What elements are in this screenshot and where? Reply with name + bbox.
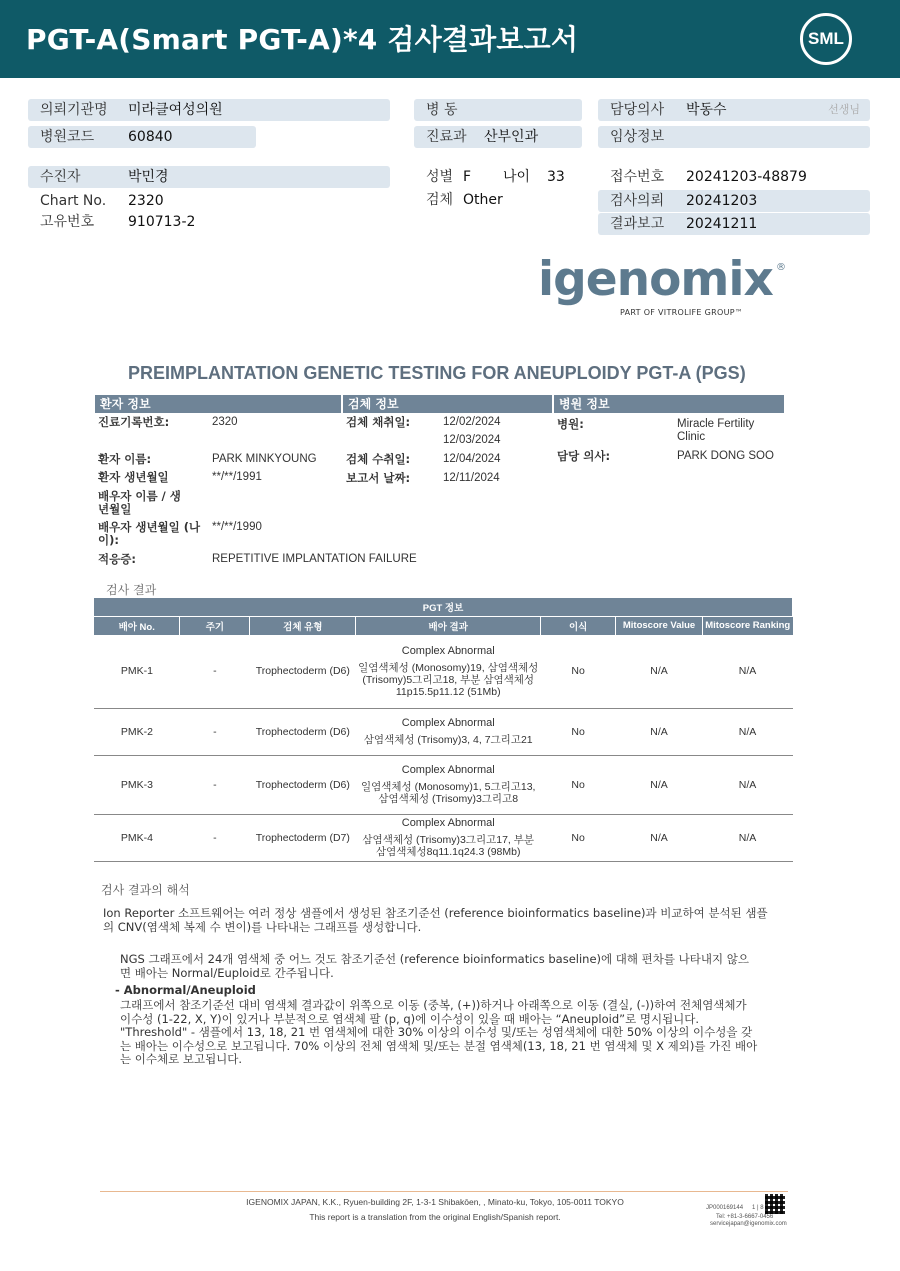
- clinical-row: [598, 126, 870, 148]
- patient-name-label: 환자 이름:: [98, 452, 152, 466]
- igenomix-logo: [538, 252, 788, 322]
- patient-value: 박민경: [128, 169, 169, 185]
- hospital-label: 병원:: [557, 417, 584, 431]
- igenomix-registered-mark: ®: [776, 262, 786, 273]
- embryo-id: PMK-2: [94, 708, 180, 755]
- clinical-label: 임상정보: [610, 129, 665, 145]
- interpretation-p3-heading: - Abnormal/Aneuploid: [115, 983, 256, 997]
- doctor-row: [598, 99, 870, 121]
- sml-logo-text: SML: [808, 29, 844, 48]
- embryo-id: PMK-4: [94, 814, 180, 861]
- col-transfer: 이식: [541, 616, 616, 635]
- report-date-row: [598, 213, 870, 235]
- chart-row: [28, 190, 390, 212]
- interpretation-title: 검사 결과의 해석: [101, 883, 190, 897]
- result-heading: Complex Abnormal: [401, 717, 495, 729]
- department-row: [414, 126, 582, 148]
- footer-divider: [100, 1191, 788, 1192]
- pgt-results-table: [94, 598, 793, 862]
- doc-code: JP000169144: [706, 1205, 744, 1211]
- igenomix-wordmark: igenomix: [538, 252, 773, 307]
- report-title-korean: PGT-A(Smart PGT-A)*4 검사결과보고서: [26, 23, 579, 56]
- patient-info-header: 환자 정보: [95, 395, 341, 413]
- cycle: -: [180, 708, 250, 755]
- receipt-value: 20241203-48879: [686, 169, 807, 185]
- sex-value: F: [463, 169, 472, 185]
- collection-label: 검체 채취일:: [346, 415, 411, 429]
- cycle: -: [180, 755, 250, 814]
- request-value: 20241203: [686, 193, 758, 209]
- specimen-value: Other: [463, 192, 503, 208]
- footer-email: servicejapan@igenomix.com: [710, 1221, 787, 1227]
- col-cycle: 주기: [180, 616, 250, 635]
- transfer: No: [541, 814, 616, 861]
- mitoscore-value: N/A: [616, 814, 703, 861]
- transfer: No: [541, 755, 616, 814]
- mitoscore-ranking: N/A: [703, 708, 793, 755]
- hospital-info-header: 병원 정보: [554, 395, 784, 413]
- result-detail: 삼염색체성 (Trisomy)3, 4, 7그리고21: [363, 734, 533, 746]
- transfer: No: [541, 708, 616, 755]
- report-date-value: 20241211: [686, 216, 758, 232]
- chart-label: Chart No.: [40, 193, 107, 209]
- mitoscore-ranking: N/A: [703, 635, 793, 708]
- sample-type: Trophectoderm (D6): [250, 635, 356, 708]
- received-value: 12/04/2024: [443, 453, 501, 465]
- interpretation-p3: 그래프에서 참조기준선 대비 염색체 결과값이 위쪽으로 이동 (중복, (+))하거나 아래쪽으로 이동 (결실, (-))하여 전체염색체가 이수성 (1-22, X, Y)이 있거나 부분적으로 염색체 팔 (p, q)에 이수성이 있을 때 배아는 “Aneuploid”로 명시됩니다. "Threshold" - 샘플에서 13, 18, 21 번 염색체에 대한 30% 이상의 이수성 및/또는 성염색체에 대한 50% 이상의 이수성을 갖는 배아는 이수성으로 보고됩니다. 70% 이상의 전체 염색체 및/또는 분절 염색체(13, 18, 21 번 염색체 및 X 제외)를 가진 배아는 이수체로 보고됩니다.: [120, 998, 758, 1066]
- col-embryo: 배아 No.: [94, 616, 180, 635]
- dob-label: 환자 생년월일: [98, 470, 169, 484]
- embryo-id: PMK-1: [94, 635, 180, 708]
- indication-label: 적응증:: [98, 552, 136, 566]
- mitoscore-ranking: N/A: [703, 755, 793, 814]
- col-embryo-result: 배아 결과: [356, 616, 541, 635]
- qr-code-icon: [765, 1194, 785, 1214]
- received-label: 검체 수취일:: [346, 452, 411, 466]
- department-label: 진료과: [426, 129, 467, 145]
- patient-row: [28, 166, 390, 188]
- results-heading: 검사 결과: [106, 583, 157, 597]
- page-number: 1 | 8: [752, 1205, 764, 1211]
- collection-date-2: 12/03/2024: [443, 434, 501, 446]
- sample-type: Trophectoderm (D7): [250, 814, 356, 861]
- interpretation-p1: Ion Reporter 소프트웨어는 여러 정상 샘플에서 생성된 참조기준선 (reference bioinformatics baseline)과 비교하여 분석된 샘플의 CNV(염색체 복제 수 변이)를 나타내는 그래프를 생성합니다.: [103, 906, 768, 934]
- footer-address: IGENOMIX JAPAN, K.K., Ryuen-building 2F, 1-3-1 Shibakōen, , Minato-ku, Tokyo, 105-0011 TOKYO: [246, 1197, 624, 1207]
- spouse-dob-label: 배우자 생년월일 (나이):: [98, 520, 201, 547]
- institution-row: [28, 99, 390, 121]
- table-row: [94, 755, 793, 814]
- indication-value: REPETITIVE IMPLANTATION FAILURE: [212, 553, 417, 565]
- result-heading: Complex Abnormal: [401, 817, 495, 829]
- physician-value: PARK DONG SOO: [677, 450, 774, 462]
- age-value: 33: [547, 169, 565, 185]
- specimen-label: 검체: [426, 192, 454, 208]
- unique-row: [28, 211, 390, 233]
- result-detail: 삼염색체성 (Trisomy)3그리고17, 부분 삼염색체성8q11.1q24.3 (98Mb): [362, 834, 535, 858]
- chart-value: 2320: [128, 193, 164, 209]
- sample-type: Trophectoderm (D6): [250, 708, 356, 755]
- dob-value: **/**/1991: [212, 471, 262, 483]
- sex-age-row: [414, 166, 584, 188]
- embryo-result: [356, 708, 541, 755]
- col-sample-type: 검체 유형: [250, 616, 356, 635]
- age-label: 나이: [503, 169, 531, 185]
- report-date-label: 결과보고: [610, 216, 665, 232]
- ward-label: 병 동: [426, 102, 458, 118]
- result-heading: Complex Abnormal: [401, 764, 495, 776]
- embryo-result: [356, 635, 541, 708]
- medical-record-value: 2320: [212, 416, 238, 428]
- hospital-code-value: 60840: [128, 129, 173, 145]
- specimen-info-header: 검체 정보: [343, 395, 552, 413]
- doctor-value: 박동수: [686, 102, 727, 118]
- request-row: [598, 190, 870, 212]
- transfer: No: [541, 635, 616, 708]
- institution-value: 미라클여성의원: [128, 102, 223, 118]
- collection-date-1: 12/02/2024: [443, 416, 501, 428]
- unique-label: 고유번호: [40, 214, 95, 230]
- mitoscore-ranking: N/A: [703, 814, 793, 861]
- mitoscore-value: N/A: [616, 708, 703, 755]
- hospital-code-label: 병원코드: [40, 129, 95, 145]
- igenomix-subtitle: PART OF VITROLIFE GROUP™: [620, 308, 744, 317]
- cycle: -: [180, 635, 250, 708]
- col-mitoscore-ranking: Mitoscore Ranking: [703, 616, 793, 635]
- mitoscore-value: N/A: [616, 635, 703, 708]
- table-row: [94, 635, 793, 708]
- hospital-value: Miracle Fertility Clinic: [677, 418, 755, 443]
- table-row: [94, 814, 793, 861]
- result-detail: 일염색체성 (Monosomy)19, 삼염색체성 (Trisomy)5그리고18, 부분 삼염색체성11p15.5p11.12 (51Mb): [358, 661, 539, 698]
- institution-label: 의뢰기관명: [40, 102, 108, 118]
- mitoscore-value: N/A: [616, 755, 703, 814]
- footer-tel: Tel: +81-3-6667-0456: [716, 1214, 774, 1220]
- doctor-suffix: 선생님: [828, 103, 860, 116]
- spouse-label: 배우자 이름 / 생년월일: [98, 489, 181, 516]
- result-heading: Complex Abnormal: [401, 644, 495, 657]
- embryo-id: PMK-3: [94, 755, 180, 814]
- pgt-group-header: PGT 정보: [94, 598, 793, 616]
- unique-value: 910713-2: [128, 214, 196, 230]
- interpretation-p2: NGS 그래프에서 24개 염색체 중 어느 것도 참조기준선 (reference bioinformatics baseline)에 대해 편차를 나타내지 않으면 배아는 Normal/Euploid로 간주됩니다.: [120, 952, 749, 980]
- sample-type: Trophectoderm (D6): [250, 755, 356, 814]
- receipt-label: 접수번호: [610, 169, 665, 185]
- header-bar: [0, 0, 900, 78]
- cycle: -: [180, 814, 250, 861]
- ward-row: [414, 99, 582, 121]
- medical-record-label: 진료기록번호:: [98, 415, 170, 429]
- col-mitoscore-value: Mitoscore Value: [616, 616, 703, 635]
- report-date-value-en: 12/11/2024: [443, 472, 500, 484]
- physician-label: 담당 의사:: [557, 449, 611, 463]
- specimen-row: [414, 189, 584, 211]
- patient-name-value: PARK MINKYOUNG: [212, 453, 317, 465]
- embryo-result: [356, 814, 541, 861]
- sml-logo: [800, 13, 852, 65]
- embryo-result: [356, 755, 541, 814]
- table-row: [94, 708, 793, 755]
- sex-label: 성별: [426, 169, 454, 185]
- request-label: 검사의뢰: [610, 193, 665, 209]
- receipt-row: [598, 166, 870, 188]
- footer-note: This report is a translation from the original English/Spanish report.: [309, 1212, 561, 1222]
- doctor-label: 담당의사: [610, 102, 665, 118]
- english-report-title: PREIMPLANTATION GENETIC TESTING FOR ANEUPLOIDY PGT-A (PGS): [128, 363, 746, 383]
- spouse-dob-value: **/**/1990: [212, 521, 262, 533]
- department-value: 산부인과: [484, 129, 539, 145]
- hospital-code-row: [28, 126, 256, 148]
- result-detail: 일염색체성 (Monosomy)1, 5그리고13, 삼염색체성 (Trisomy)3그리고8: [360, 781, 536, 805]
- report-date-label-en: 보고서 날짜:: [346, 471, 411, 485]
- patient-label: 수진자: [40, 169, 81, 185]
